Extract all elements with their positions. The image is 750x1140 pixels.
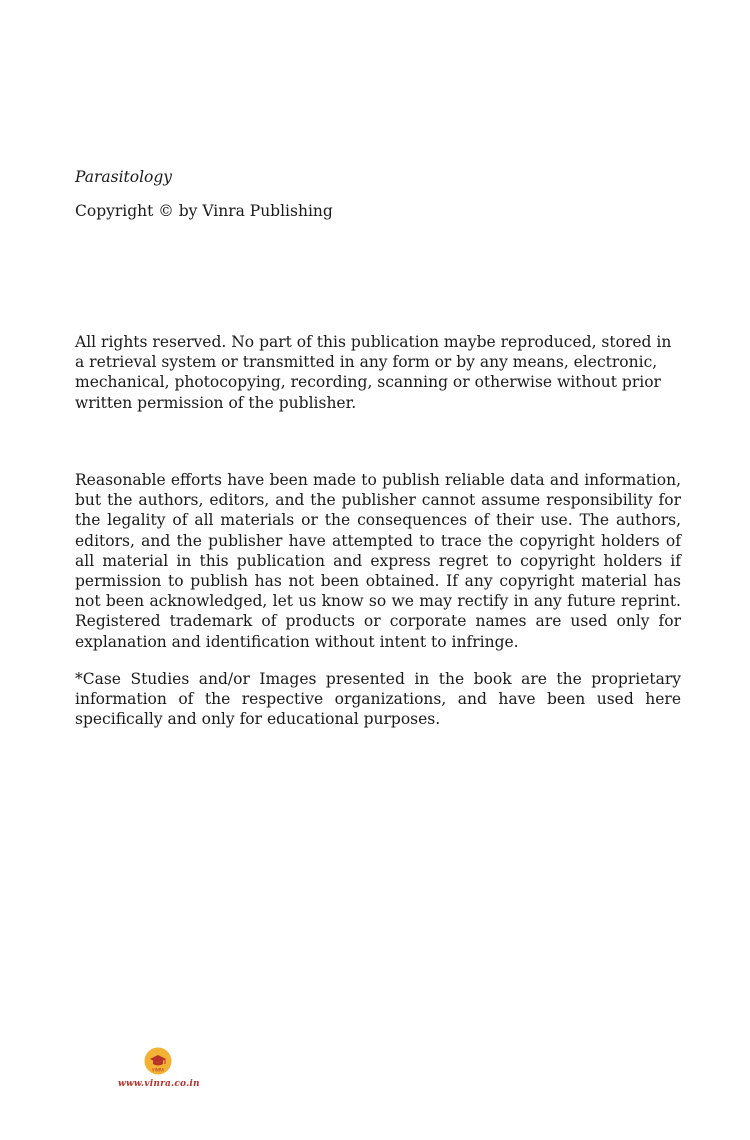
copyright-line: Copyright © by Vinra Publishing bbox=[75, 202, 333, 220]
svg-text:VINRA: VINRA bbox=[151, 1067, 165, 1073]
publisher-website-link[interactable]: www.vinra.co.in bbox=[118, 1079, 200, 1089]
publisher-logo bbox=[118, 1047, 198, 1089]
graduation-cap-logo-icon bbox=[144, 1047, 172, 1075]
rights-reserved-paragraph: All rights reserved. No part of this publication maybe reproduced, stored in a retrieval system or transmitted in any form or by any means, electronic, mechanical, photocopying, recording, scanning or otherwise without prior written permission of the publisher. bbox=[75, 333, 672, 412]
disclaimer-paragraph: Reasonable efforts have been made to publish reliable data and information, but the authors, editors, and the publisher cannot assume responsibility for the legality of all materials or the consequences of their use. The authors, editors, and the publisher have attempted to trace the copyright holders of all material in this publication and express regret to copyright holders if permission to publish has not been obtained. If any copyright material has not been acknowledged, let us know so we may rectify in any future reprint. Registered trademark of products or corporate names are used only for explanation and identification without intent to infringe. bbox=[75, 471, 681, 651]
book-title: Parasitology bbox=[75, 168, 173, 186]
case-studies-paragraph: *Case Studies and/or Images presented in the book are the proprietary information of the respective organizations, and have been used here specifically and only for educational purposes. bbox=[75, 670, 681, 729]
